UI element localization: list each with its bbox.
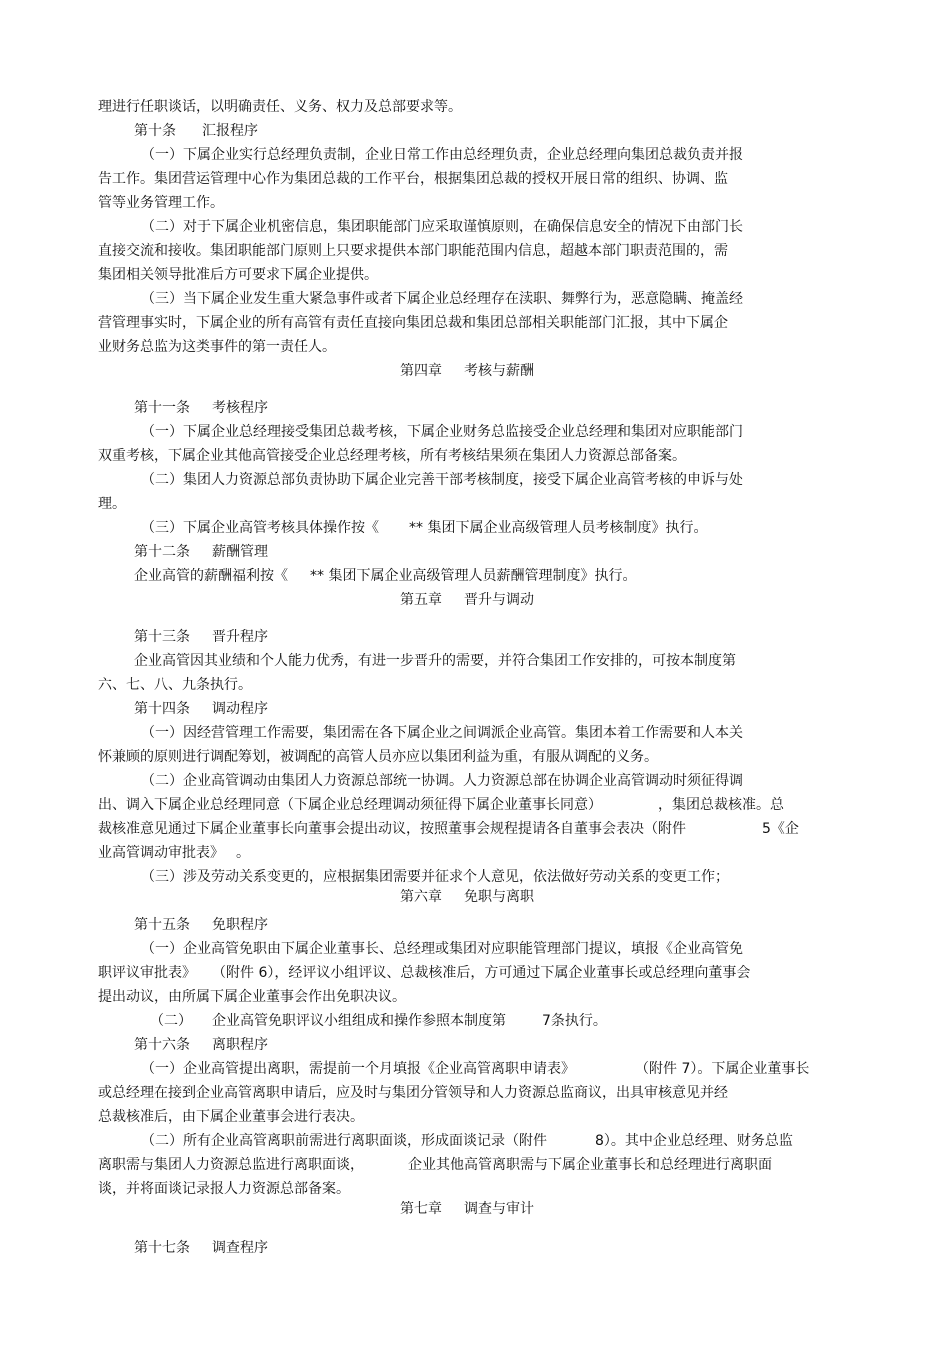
paragraph-line: 提出动议，由所属下属企业董事会作出免职决议。	[98, 989, 406, 1005]
paragraph-line: 业高管调动审批表》 。	[98, 845, 250, 861]
chapter-heading: 第七章 调查与审计	[400, 1201, 534, 1217]
article-heading: 第十条 汇报程序	[134, 123, 258, 139]
paragraph-line: 企业高管因其业绩和个人能力优秀，有进一步晋升的需要，并符合集团工作安排的，可按本制度第	[134, 653, 736, 669]
article-heading: 第十七条 调查程序	[134, 1240, 268, 1256]
paragraph-line: 业财务总监为这类事件的第一责任人。	[98, 339, 336, 355]
paragraph-line: 总裁核准后，由下属企业董事会进行表决。	[98, 1109, 364, 1125]
paragraph-line: 离职需与集团人力资源总监进行离职面谈， 企业其他高管离职需与下属企业董事长和总经理进行离职面	[98, 1157, 772, 1173]
paragraph-line: 六、七、八、九条执行。	[98, 677, 252, 693]
paragraph-line: 集团相关领导批准后方可要求下属企业提供。	[98, 267, 378, 283]
paragraph-line: 企业高管的薪酬福利按《 ** 集团下属企业高级管理人员薪酬管理制度》执行。	[134, 568, 637, 584]
article-heading: 第十二条 薪酬管理	[134, 544, 268, 560]
paragraph-line: 裁核准意见通过下属企业董事长向董事会提出动议，按照董事会规程提请各自董事会表决（附件 5《企	[98, 821, 799, 837]
paragraph-line: （一）下属企业实行总经理负责制，企业日常工作由总经理负责，企业总经理向集团总裁负责并报	[141, 147, 743, 163]
chapter-heading: 第五章 晋升与调动	[400, 592, 534, 608]
text-line: 理进行任职谈话，以明确责任、义务、权力及总部要求等。	[98, 99, 462, 115]
article-heading: 第十六条 离职程序	[134, 1037, 268, 1053]
paragraph-line: 双重考核，下属企业其他高管接受企业总经理考核，所有考核结果须在集团人力资源总部备案。	[98, 448, 686, 464]
paragraph-line: （一）企业高管提出离职，需提前一个月填报《企业高管离职申请表》 （附件 7）。下属企业董事长	[141, 1061, 810, 1077]
paragraph-line: （二）对于下属企业机密信息，集团职能部门应采取谨慎原则，在确保信息安全的情况下由部门长	[141, 219, 743, 235]
paragraph-line: （三）当下属企业发生重大紧急事件或者下属企业总经理存在渎职、舞弊行为，恶意隐瞒、掩盖经	[141, 291, 743, 307]
paragraph-line: （二）所有企业高管离职前需进行离职面谈，形成面谈记录（附件 8）。其中企业总经理、财务总监	[141, 1133, 793, 1149]
paragraph-line: 直接交流和接收。集团职能部门原则上只要求提供本部门职能范围内信息，超越本部门职责范围的，需	[98, 243, 728, 259]
chapter-heading: 第四章 考核与薪酬	[400, 363, 534, 379]
paragraph-line: （一）企业高管免职由下属企业董事长、总经理或集团对应职能管理部门提议，填报《企业高管免	[141, 941, 743, 957]
article-heading: 第十五条 免职程序	[134, 917, 268, 933]
paragraph-line: 怀兼顾的原则进行调配筹划，被调配的高管人员亦应以集团利益为重，有服从调配的义务。	[98, 749, 658, 765]
paragraph-line: （二）集团人力资源总部负责协助下属企业完善干部考核制度，接受下属企业高管考核的申诉与处	[141, 472, 743, 488]
paragraph-line: 出、调入下属企业总经理同意（下属企业总经理调动须征得下属企业董事长同意） ，集团总裁核准。总	[98, 797, 784, 813]
article-heading: 第十三条 晋升程序	[134, 629, 268, 645]
article-heading: 第十一条 考核程序	[134, 400, 268, 416]
paragraph-line: （二） 企业高管免职评议小组组成和操作参照本制度第 7条执行。	[150, 1013, 607, 1029]
article-heading: 第十四条 调动程序	[134, 701, 268, 717]
paragraph-line: 理。	[98, 496, 126, 512]
paragraph-line: （三）涉及劳动关系变更的，应根据集团需要并征求个人意见，依法做好劳动关系的变更工作；	[141, 869, 729, 885]
paragraph-line: （一）下属企业总经理接受集团总裁考核，下属企业财务总监接受企业总经理和集团对应职能部门	[141, 424, 743, 440]
paragraph-line: 谈，并将面谈记录报人力资源总部备案。	[98, 1181, 350, 1197]
paragraph-line: 职评议审批表》 （附件 6），经评议小组评议、总裁核准后，方可通过下属企业董事长或总经理向董事会	[98, 965, 751, 981]
chapter-heading: 第六章 免职与离职	[400, 889, 534, 905]
paragraph-line: 营管理事实时，下属企业的所有高管有责任直接向集团总裁和集团总部相关职能部门汇报，其中下属企	[98, 315, 728, 331]
paragraph-line: 管等业务管理工作。	[98, 195, 224, 211]
paragraph-line: （三）下属企业高管考核具体操作按《 ** 集团下属企业高级管理人员考核制度》执行。	[141, 520, 708, 536]
paragraph-line: 告工作。集团营运管理中心作为集团总裁的工作平台，根据集团总裁的授权开展日常的组织、协调、监	[98, 171, 728, 187]
paragraph-line: （二）企业高管调动由集团人力资源总部统一协调。人力资源总部在协调企业高管调动时须征得调	[141, 773, 743, 789]
paragraph-line: （一）因经营管理工作需要，集团需在各下属企业之间调派企业高管。集团本着工作需要和人本关	[141, 725, 743, 741]
paragraph-line: 或总经理在接到企业高管离职申请后，应及时与集团分管领导和人力资源总监商议，出具审核意见并经	[98, 1085, 728, 1101]
